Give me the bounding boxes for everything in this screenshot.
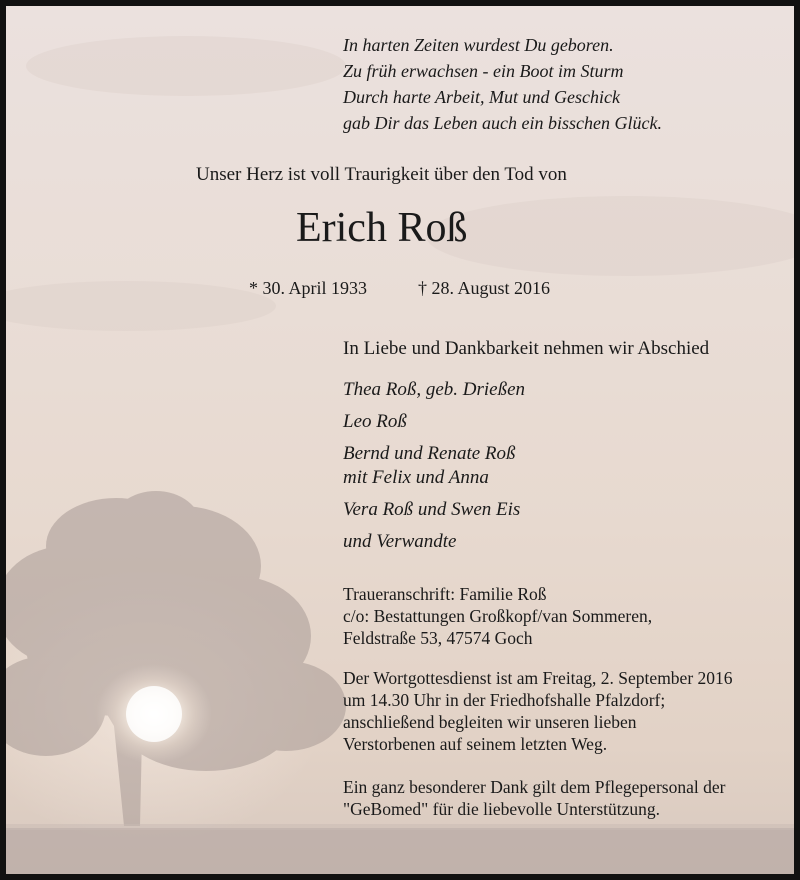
mourner-name: Leo Roß — [343, 411, 407, 432]
memorial-poem — [343, 32, 662, 136]
service-line: um 14.30 Uhr in der Friedhofshalle Pfalzdorf; — [343, 690, 666, 710]
thanks-note — [343, 776, 725, 820]
poem-line: Zu früh erwachsen - ein Boot im Sturm — [343, 61, 624, 81]
mourner-name: und Verwandte — [343, 531, 457, 552]
poem-line: In harten Zeiten wurdest Du geboren. — [343, 35, 614, 55]
address-line: Traueranschrift: Familie Roß — [343, 584, 547, 604]
deceased-name: Erich Roß — [296, 205, 468, 251]
mourning-address — [343, 583, 652, 649]
service-line: Der Wortgottesdienst ist am Freitag, 2. September 2016 — [343, 668, 733, 688]
address-line: c/o: Bestattungen Großkopf/van Sommeren, — [343, 606, 653, 626]
service-line: anschließend begleiten wir unseren lieben — [343, 712, 637, 732]
address-line: Feldstraße 53, 47574 Goch — [343, 628, 533, 648]
ground — [6, 828, 794, 874]
mourner-name: Thea Roß, geb. Drießen — [343, 379, 526, 400]
death-date: † 28. August 2016 — [418, 278, 551, 298]
intro-text: Unser Herz ist voll Traurigkeit über den Tod von — [196, 164, 567, 185]
mourner-name: Bernd und Renate Roß — [343, 443, 516, 464]
mourner-name: mit Felix und Anna — [343, 467, 489, 488]
poem-line: Durch harte Arbeit, Mut und Geschick — [343, 87, 620, 107]
service-line: Verstorbenen auf seinem letzten Weg. — [343, 734, 608, 754]
mourner-name: Vera Roß und Swen Eis — [343, 499, 521, 520]
service-announcement — [343, 667, 733, 755]
birth-date: * 30. April 1933 — [249, 278, 368, 298]
poem-line: gab Dir das Leben auch ein bisschen Glück. — [343, 113, 662, 133]
thanks-line: "GeBomed" für die liebevolle Unterstützung. — [343, 799, 661, 819]
thanks-line: Ein ganz besonderer Dank gilt dem Pflegepersonal der — [343, 777, 726, 797]
farewell-text: In Liebe und Dankbarkeit nehmen wir Abschied — [343, 338, 710, 359]
